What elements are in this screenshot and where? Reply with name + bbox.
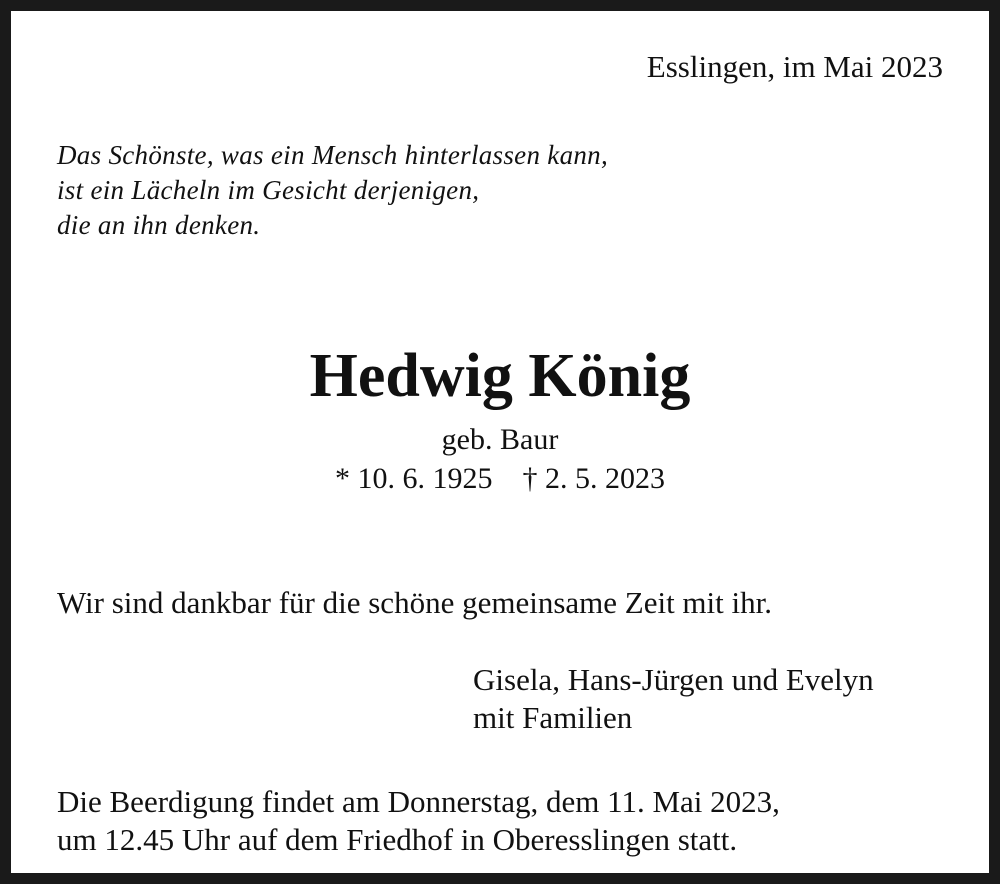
funeral-line: um 12.45 Uhr auf dem Friedhof in Oberesslingen statt. (57, 822, 738, 857)
death-date: † 2. 5. 2023 (522, 462, 665, 495)
deceased-name: Hedwig König (309, 342, 691, 410)
birth-date: * 10. 6. 1925 (335, 462, 493, 495)
funeral-line: Die Beerdigung findet am Donnerstag, dem 11. Mai 2023, (57, 784, 780, 819)
quote-line: die an ihn denken. (57, 210, 261, 240)
gratitude-text: Wir sind dankbar für die schöne gemeinsame Zeit mit ihr. (57, 585, 772, 620)
memorial-quote (57, 138, 608, 243)
quote-line: ist ein Lächeln im Gesicht derjenigen, (57, 175, 480, 205)
mourners-line: Gisela, Hans-Jürgen und Evelyn (473, 662, 874, 697)
funeral-notice (57, 783, 780, 859)
place-date: Esslingen, im Mai 2023 (646, 49, 943, 84)
quote-line: Das Schönste, was ein Mensch hinterlassen kann, (57, 140, 609, 170)
mourners-signature (473, 661, 874, 737)
life-dates (11, 460, 989, 498)
mourners-line: mit Familien (473, 700, 633, 735)
maiden-name: geb. Baur (441, 423, 559, 456)
